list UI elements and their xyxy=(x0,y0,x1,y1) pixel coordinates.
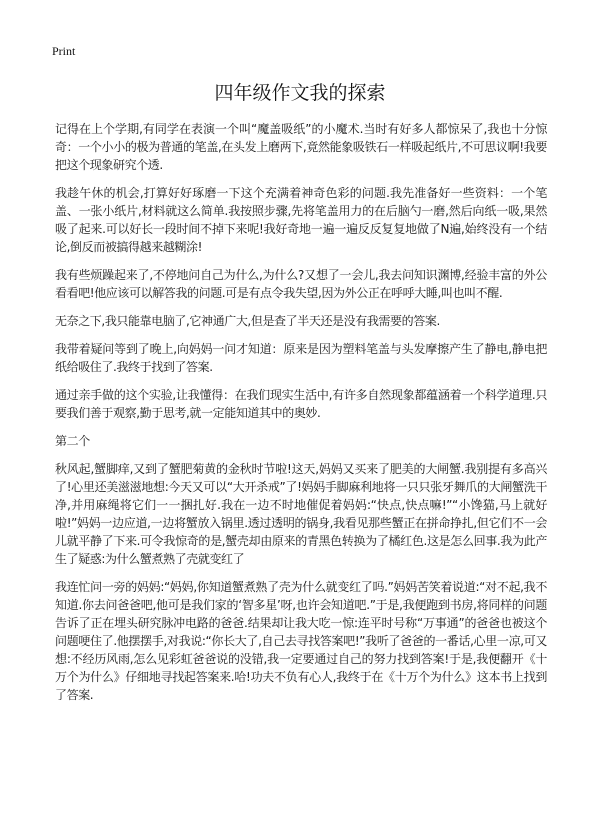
paragraph-8: 我连忙问一旁的妈妈:“妈妈,你知道蟹煮熟了壳为什么就变红了吗.”妈妈苦笑着说道:“对不起,我不知道.你去问爸爸吧,他可是我们家的‘智多星’呀,也许会知道吧.”于是,我便跑到书房,将同样的问题告诉了正在埋头研究脉冲电路的爸爸.结果却让我大吃一惊:连平时号称“万事通”的爸爸也被这个问题哽住了.他摆摆手,对我说:“你长大了,自己去寻找答案吧!”我听了爸爸的一番话,心里一凉,可又想:不经历风雨,怎么见彩虹爸爸说的没错,我一定要通过自己的努力找到答案!于是,我便翻开《十万个为什么》仔细地寻找起答案来.哈!功夫不负有心人,我终于在《十万个为什么》这本书上找到了答案. xyxy=(55,580,547,702)
article-body xyxy=(55,120,547,714)
page-title: 四年级作文我的探索 xyxy=(214,82,386,104)
print-link[interactable]: Print xyxy=(52,44,76,58)
paragraph-2: 我趁午休的机会,打算好好琢磨一下这个充满着神奇色彩的问题.我先准备好一些资料：一个笔盖、一张小纸片,材料就这么简单.我按照步骤,先将笔盖用力的在后脑勺一磨,然后向纸一吸,果然吸了起来.可以好长一段时间不掉下来呢!我好奇地一遍一遍反反复复地做了N遍,始终没有一个结论,倒反而被搞得越来越糊涂! xyxy=(55,186,547,254)
paragraph-3: 我有些烦躁起来了,不停地问自己为什么,为什么?又想了一会儿,我去问知识渊博,经验丰富的外公看看吧!他应该可以解答我的问题.可是有点令我失望,因为外公正在呼呼大睡,叫也叫不醒. xyxy=(55,268,547,300)
paragraph-5: 我带着疑问等到了晚上,向妈妈一问才知道：原来是因为塑料笔盖与头发摩擦产生了静电,静电把纸给吸住了.我终于找到了答案. xyxy=(55,342,547,374)
section-heading-second: 第二个 xyxy=(55,434,90,448)
paragraph-4: 无奈之下,我只能靠电脑了,它神通广大,但是查了半天还是没有我需要的答案. xyxy=(55,314,440,328)
paragraph-6: 通过亲手做的这个实验,让我懂得：在我们现实生活中,有许多自然现象都蕴涵着一个科学道理.只要我们善于观察,勤于思考,就一定能知道其中的奥妙. xyxy=(55,388,547,420)
paragraph-1: 记得在上个学期,有同学在表演一个叫“魔盖吸纸”的小魔术.当时有好多人都惊呆了,我也十分惊奇：一个小小的极为普通的笔盖,在头发上磨两下,竟然能象吸铁石一样吸起纸片,不可思议啊!我要把这个现象研究个透. xyxy=(55,122,547,172)
paragraph-7: 秋风起,蟹脚痒,又到了蟹肥菊黄的金秋时节啦!这天,妈妈又买来了肥美的大闸蟹.我别提有多高兴了!心里还美滋滋地想:今天又可以“大开杀戒”了!妈妈手脚麻利地将一只只张牙舞爪的大闸蟹洗干净,并用麻绳将它们一一捆扎好.我在一边不时地催促着妈妈:“快点,快点嘛!”“小馋猫,马上就好啦!”妈妈一边应道,一边将蟹放入锅里.透过透明的锅身,我看见那些蟹正在拼命挣扎,但它们不一会儿就平静了下来.可令我惊奇的是,蟹壳却由原来的青黑色转换为了橘红色.这是怎么回事.我为此产生了疑惑:为什么蟹煮熟了壳就变红了 xyxy=(55,462,547,566)
